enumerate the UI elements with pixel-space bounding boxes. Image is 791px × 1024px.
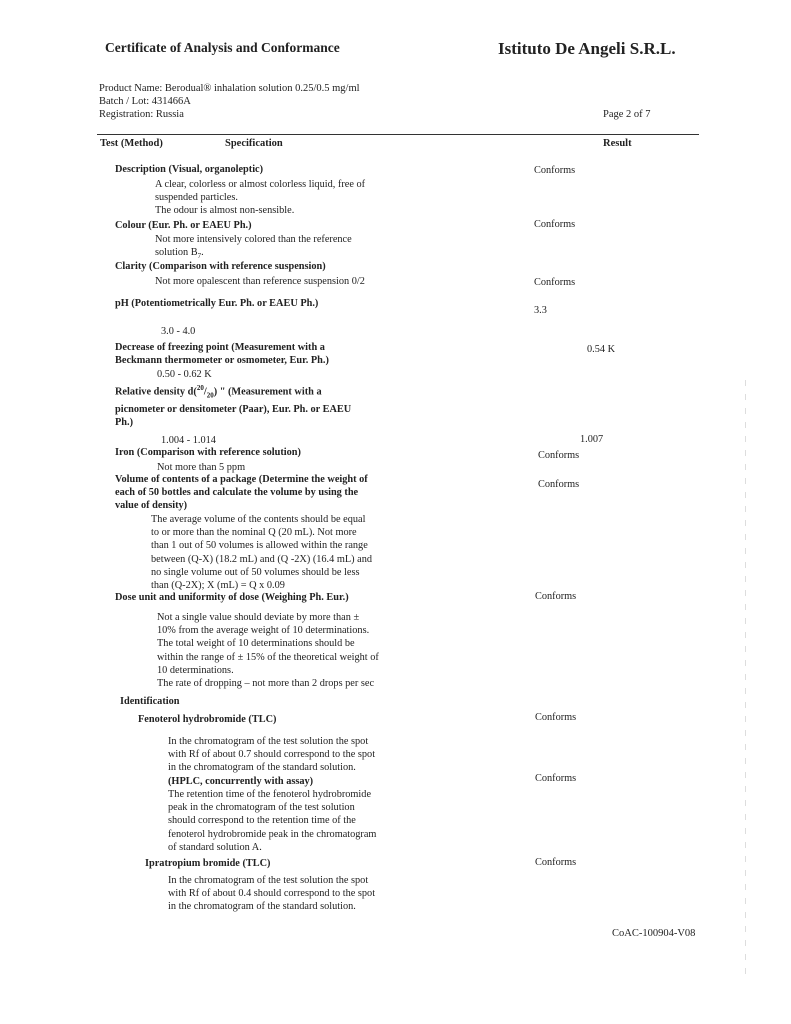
column-specification: Specification [225,138,283,149]
spec-text: solution B [155,247,198,259]
company-name: Istituto De Angeli S.R.L. [498,39,676,58]
fenoterol-tlc-spec [168,735,375,775]
spec-line: suspended particles. [155,192,238,204]
spec-line: A clear, colorless or almost colorless liquid, free of [155,179,366,190]
spec-line: to or more than the nominal Q (20 mL). Not more [151,527,357,539]
fenoterol-tlc-title: Fenoterol hydrobromide (TLC) [138,714,277,725]
spec-line: The average volume of the contents should be equal [151,514,366,525]
test-iron-title: Iron (Comparison with reference solution) [115,447,301,458]
test-description-result: Conforms [534,165,576,176]
test-colour-title: Colour (Eur. Ph. or EAEU Ph.) [115,220,252,231]
ipratropium-tlc-spec [168,874,375,914]
spec-text: . [201,247,204,259]
spec-line: fenoterol hydrobromide peak in the chromatogram [168,828,377,840]
title-superscript: 20 [196,384,204,392]
spec-line: with Rf of about 0.7 should correspond to the spot [168,749,376,761]
spec-line: The retention time of the fenoterol hydrobromide [168,789,372,800]
spec-line: Not a single value should deviate by more than ± [157,612,360,623]
test-volume-spec [151,513,372,592]
test-dose-spec [157,611,379,690]
spec-line: in the chromatogram of the standard solution. [168,901,356,913]
test-volume-result: Conforms [538,479,580,490]
batch-value: 431466A [151,96,191,107]
spec-line: in the chromatogram of the standard solution. [168,762,356,774]
title-line: Ph.) [115,416,134,428]
spec-line: In the chromatogram of the test solution the spot [168,875,369,886]
test-density-result: 1.007 [580,434,604,445]
spec-line: peak in the chromatogram of the test solution [168,802,355,814]
document-code: CoAC-100904-V08 [612,928,696,939]
batch-line [99,95,191,109]
identification-heading: Identification [120,696,180,707]
title-text: Relative density d( [115,386,197,398]
title-line: picnometer or densitometer (Paar), Eur. Ph. or EAEU [115,403,352,415]
page-number: Page 2 of 7 [603,109,651,120]
test-volume-title [115,473,368,513]
fenoterol-hplc-spec [168,788,376,854]
registration-line [99,108,184,122]
spec-line: of standard solution A. [168,841,262,853]
registration-label: Registration: [99,109,156,120]
scan-edge-mark [745,380,746,980]
column-result: Result [603,138,632,149]
document-title: Certificate of Analysis and Conformance [105,40,340,55]
title-line: each of 50 bottles and calculate the volume by using the [115,487,359,499]
title-line: value of density) [115,500,188,512]
fenoterol-tlc-result: Conforms [535,712,577,723]
test-ph-result: 3.3 [534,305,547,316]
title-text: / [203,386,207,398]
test-colour-result: Conforms [534,219,576,230]
spec-line: The odour is almost non-sensible. [155,205,295,217]
spec-line: within the range of ± 15% of the theoretical weight of [157,651,379,663]
batch-label: Batch / Lot: [99,96,152,107]
test-colour-spec [155,233,352,263]
test-freezing-title [115,341,329,367]
spec-line: 10 determinations. [157,664,234,676]
fenoterol-hplc-result: Conforms [535,773,577,784]
fenoterol-hplc-title: (HPLC, concurrently with assay) [168,776,314,787]
column-test-method: Test (Method) [100,138,163,149]
test-clarity-title: Clarity (Comparison with reference suspension) [115,261,326,272]
spec-line: should correspond to the retention time of the [168,815,356,827]
spec-line: than 1 out of 50 volumes is allowed within the range [151,540,368,552]
test-iron-result: Conforms [538,450,580,461]
title-line: Beckmann thermometer or osmometer, Eur. Ph.) [115,355,329,367]
test-dose-title: Dose unit and uniformity of dose (Weighing Ph. Eur.) [115,592,349,603]
test-ph-spec: 3.0 - 4.0 [161,326,196,337]
spec-line: The total weight of 10 determinations should be [157,638,355,650]
title-text: ) " (Measurement with a [213,386,322,398]
title-line: Decrease of freezing point (Measurement with a [115,342,325,353]
title-line: Volume of contents of a package (Determine the weight of [115,474,368,485]
product-name-line [99,82,360,96]
test-clarity-result: Conforms [534,277,576,288]
test-iron-spec: Not more than 5 ppm [157,462,246,473]
ipratropium-tlc-title: Ipratropium bromide (TLC) [145,858,271,869]
test-freezing-result: 0.54 K [587,344,616,355]
test-density-spec: 1.004 - 1.014 [161,435,216,446]
spec-line: In the chromatogram of the test solution the spot [168,736,369,747]
spec-line: Not more intensively colored than the reference [155,234,352,245]
spec-line: 10% from the average weight of 10 determinations. [157,625,370,637]
spec-subscript: 7 [197,252,202,261]
spec-line: between (Q-X) (18.2 mL) and (Q -2X) (16.4 mL) and [151,553,373,565]
spec-line: than (Q-2X); X (mL) = Q x 0.09 [151,580,285,592]
ipratropium-tlc-result: Conforms [535,857,577,868]
test-description-spec [155,178,365,218]
test-density-title [115,382,351,429]
header-divider [97,134,699,135]
spec-line: with Rf of about 0.4 should correspond to the spot [168,888,376,900]
product-name-value: Berodual® inhalation solution 0.25/0.5 mg/ml [164,83,360,94]
title-subscript: 20 [206,391,214,400]
test-description-title: Description (Visual, organoleptic) [115,164,264,175]
test-freezing-spec: 0.50 - 0.62 K [157,369,212,380]
title-line [115,382,351,403]
spec-line: no single volume out of 50 volumes should be less [151,566,360,578]
test-ph-title: pH (Potentiometrically Eur. Ph. or EAEU Ph.) [115,298,319,309]
test-dose-result: Conforms [535,591,577,602]
registration-value: Russia [155,109,184,120]
spec-line: The rate of dropping – not more than 2 drops per sec [157,678,375,690]
test-clarity-spec: Not more opalescent than reference suspension 0/2 [155,276,365,287]
product-name-label: Product Name: [99,83,165,94]
